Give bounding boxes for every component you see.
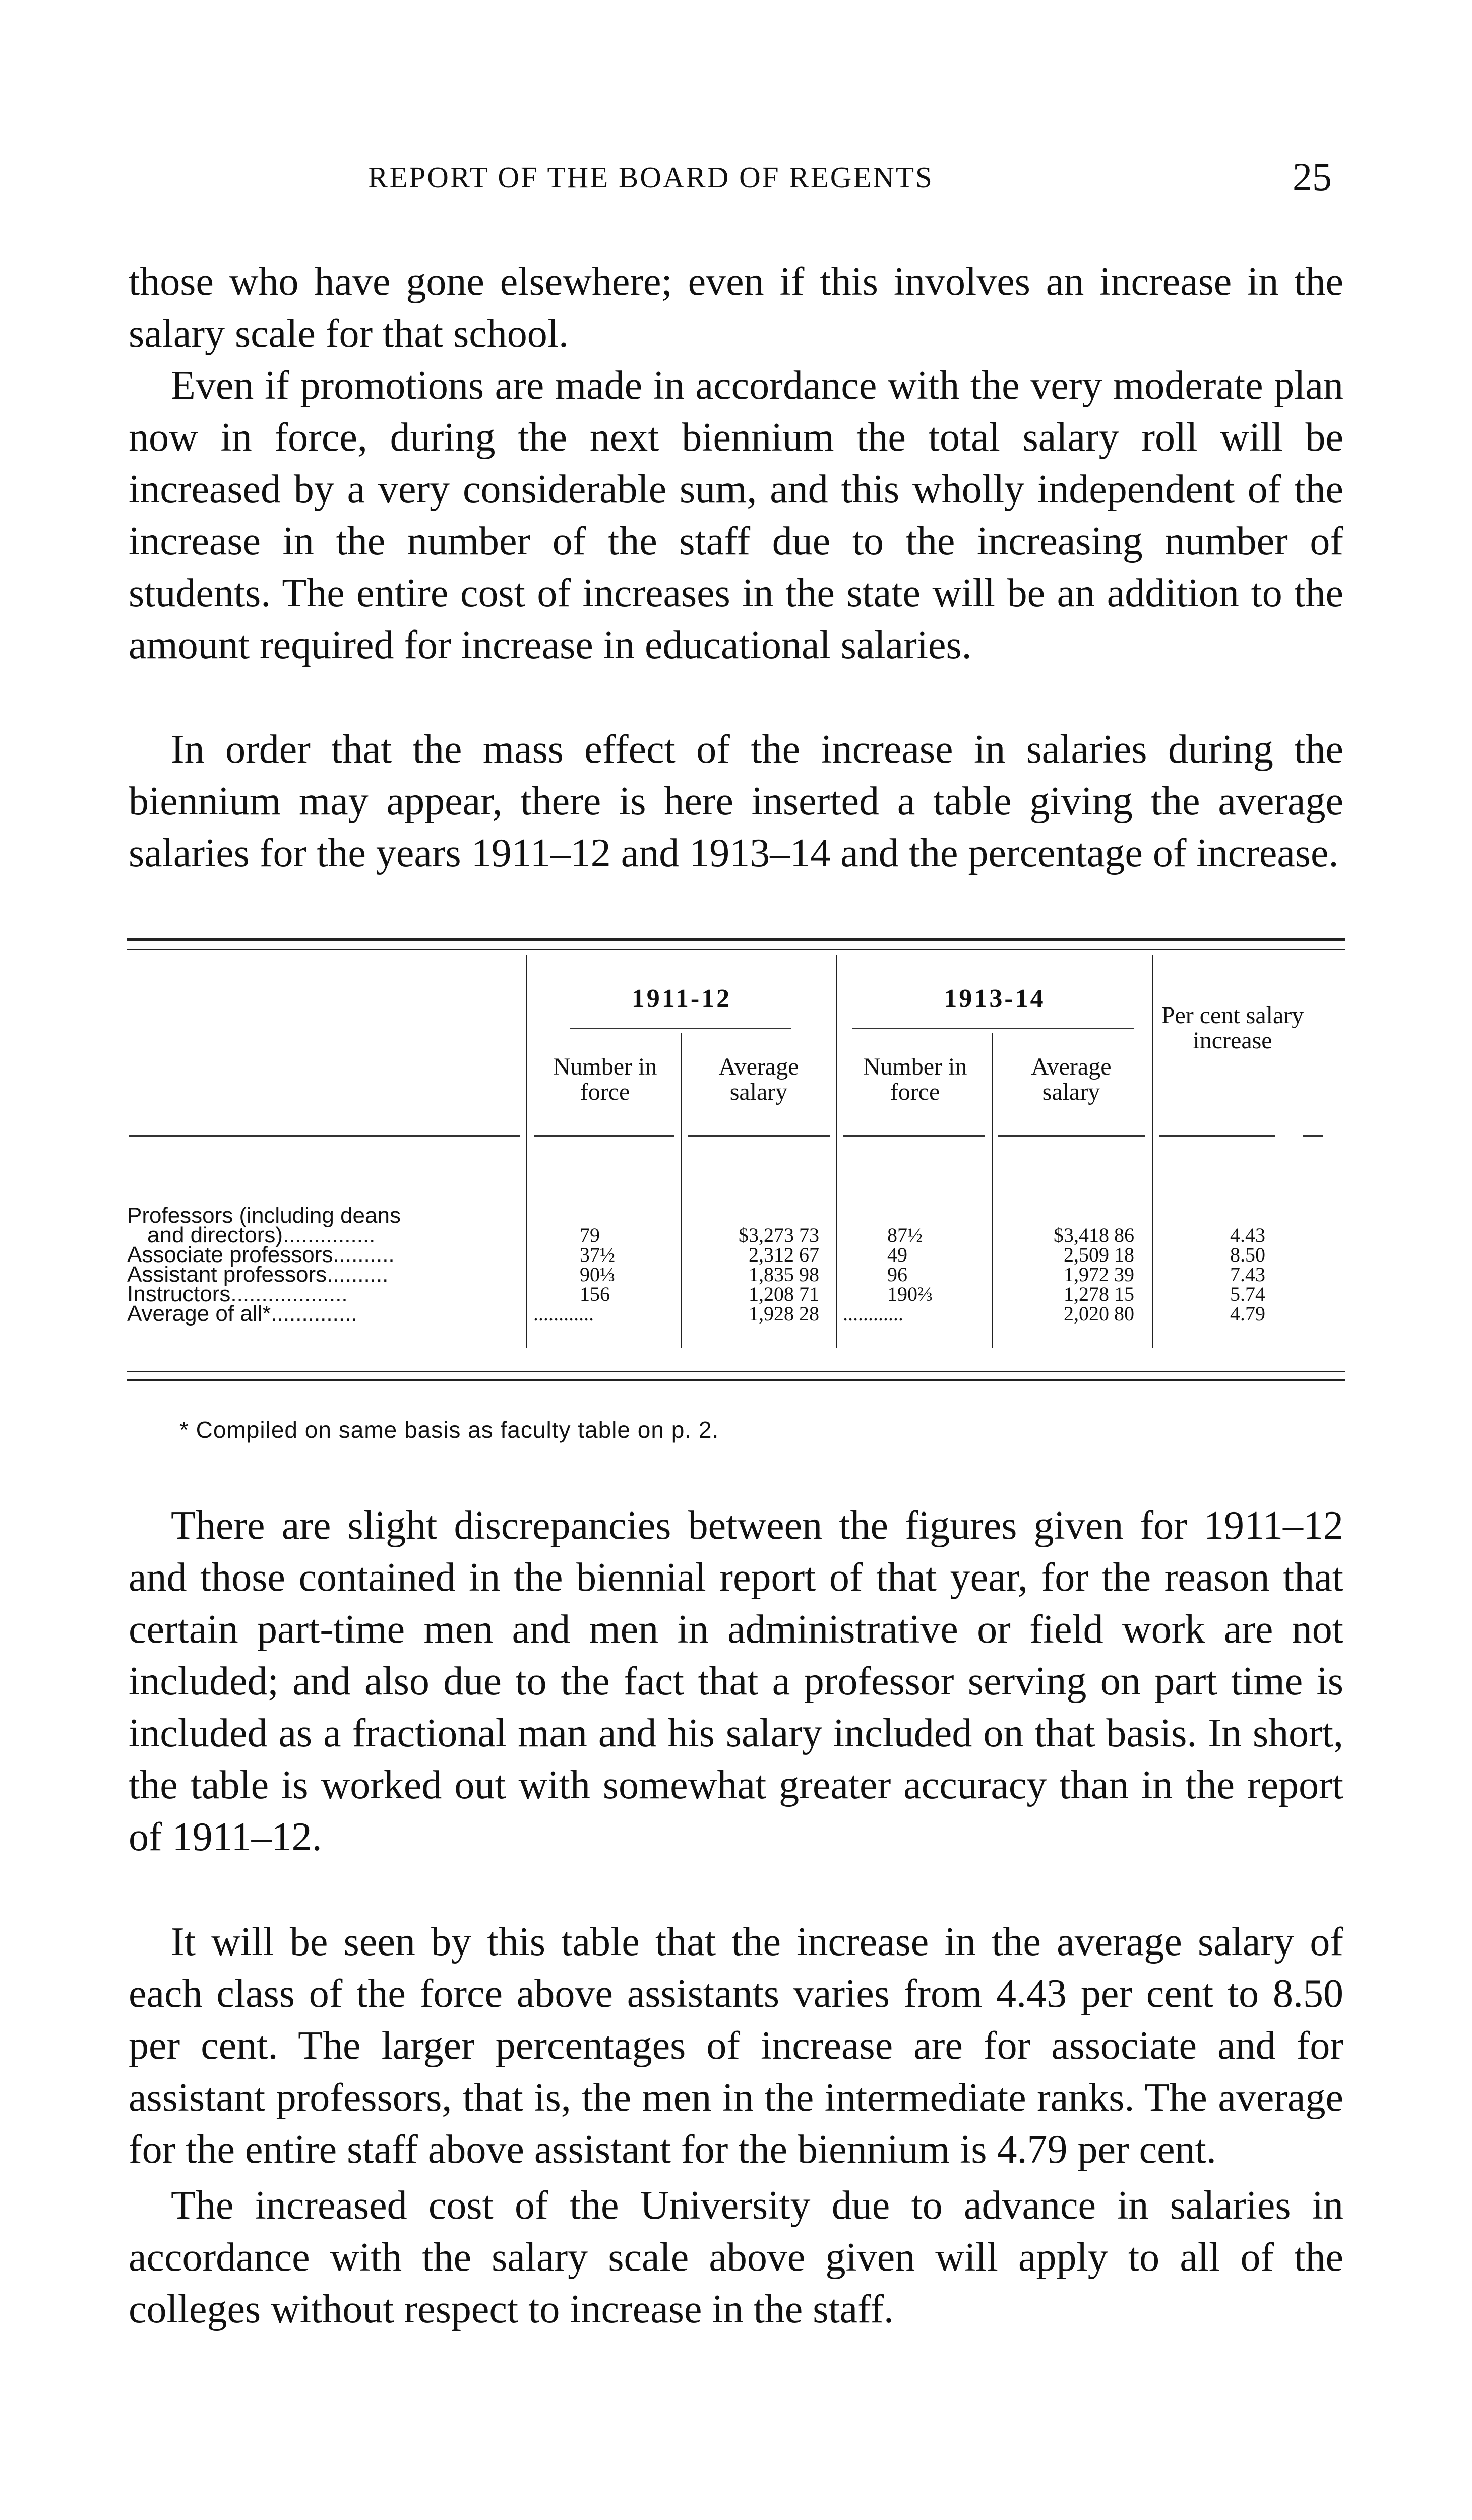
table-divider	[681, 1033, 682, 1348]
cell-pct-average: 4.79	[1230, 1302, 1265, 1325]
cell-pct-assistant: 7.43	[1230, 1263, 1265, 1286]
cell-s1911-average: 1,928 28	[749, 1302, 819, 1325]
header-bottom-rule	[534, 1135, 674, 1137]
period-header-1913: 1913-14	[944, 984, 1046, 1013]
cell-s1911-assistant: 1,835 98	[749, 1263, 819, 1286]
table-divider	[1152, 955, 1153, 1348]
cell-s1913-associate: 2,509 18	[1064, 1243, 1134, 1266]
cell-s1911-associate: 2,312 67	[749, 1243, 819, 1266]
period-underline	[852, 1028, 1134, 1029]
page-number: 25	[1293, 155, 1332, 199]
cell-n1911-associate: 37½	[580, 1243, 615, 1266]
table-bottom-rule-2	[127, 1379, 1345, 1381]
cell-pct-instructors: 5.74	[1230, 1283, 1265, 1305]
table-divider	[836, 955, 837, 1348]
cell-s1911-instructors: 1,208 71	[749, 1283, 819, 1305]
cell-n1911-average: ............	[533, 1302, 594, 1325]
running-header: REPORT OF THE BOARD OF REGENTS	[368, 161, 934, 194]
column-header-salary-1913: Average salary	[1031, 1053, 1112, 1105]
paragraph-6: The increased cost of the University due to advance in salaries in accordance with the salary scale above given will apply to all of the colleges without respect to increase in the staff.	[129, 2183, 1343, 2332]
header-bottom-rule	[1303, 1135, 1323, 1137]
header-bottom-rule	[688, 1135, 830, 1137]
cell-s1913-assistant: 1,972 39	[1064, 1263, 1134, 1286]
cell-n1911-assistant: 90⅓	[580, 1263, 615, 1286]
column-header-number-1913: Number in force	[863, 1053, 967, 1105]
table-top-rule	[127, 938, 1345, 941]
cell-n1913-professors: 87½	[887, 1224, 923, 1246]
cell-n1911-professors: 79	[580, 1224, 600, 1246]
row-label-average: Average of all*..............	[127, 1301, 357, 1326]
row-label-instructors: Instructors...................	[127, 1282, 348, 1306]
paragraph-1: those who have gone elsewhere; even if this involves an increase in the salary scale for that school.	[129, 260, 1343, 356]
period-header-1911: 1911-12	[631, 984, 732, 1013]
paragraph-2: Even if promotions are made in accordance with the very moderate plan now in force, during the next biennium the total salary roll will be increased by a very considerable sum, and this wholly independent of the increase in the number of the staff due to the increasing number of students. The entire cost of increases in the state will be an addition to the amount required for increase in educational salaries.	[129, 363, 1343, 667]
cell-n1911-instructors: 156	[580, 1283, 610, 1305]
header-bottom-rule	[843, 1135, 985, 1137]
paragraph-3: In order that the mass effect of the increase in salaries during the biennium may appear, there is here inserted a table giving the average salaries for the years 1911–12 and 1913–14 and the percentage of increase.	[129, 727, 1343, 875]
cell-n1913-associate: 49	[887, 1243, 907, 1266]
table-divider	[992, 1033, 993, 1348]
header-bottom-rule	[998, 1135, 1145, 1137]
row-label-associate: Associate professors..........	[127, 1242, 395, 1267]
cell-n1913-instructors: 190⅔	[887, 1283, 933, 1305]
cell-n1913-average: ............	[843, 1302, 903, 1325]
column-header-salary-1911: Average salary	[718, 1053, 799, 1105]
header-bottom-rule	[129, 1135, 520, 1137]
paragraph-5: It will be seen by this table that the increase in the average salary of each class of the force above assistants varies from 4.43 per cent to 8.50 per cent. The larger percentages of increase are for associate and for assistant professors, that is, the men in the intermediate ranks. The average for the entire staff above assistant for the biennium is 4.79 per cent.	[129, 1920, 1343, 2172]
cell-s1913-professors: $3,418 86	[1054, 1224, 1134, 1246]
cell-pct-associate: 8.50	[1230, 1243, 1265, 1266]
row-label-professors: Professors (including deans	[127, 1203, 401, 1228]
cell-s1913-average: 2,020 80	[1064, 1302, 1134, 1325]
period-underline	[570, 1028, 791, 1029]
cell-pct-professors: 4.43	[1230, 1224, 1265, 1246]
column-header-number-1911: Number in force	[553, 1053, 657, 1105]
table-top-rule-2	[127, 949, 1345, 950]
column-header-percent-increase: Per cent salary increase	[1161, 1002, 1304, 1054]
row-label-professors-cont: and directors)...............	[147, 1223, 376, 1247]
row-label-assistant: Assistant professors..........	[127, 1262, 389, 1287]
paragraph-4: There are slight discrepancies between the figures given for 1911–12 and those contained in the biennial report of that year, for the reason that certain part-time men and men in administrative or field work are not included; and also due to the fact that a professor serving on part time is included as a fractional man and his salary included on that basis. In short, the table is worked out with somewhat greater accuracy than in the report of 1911–12.	[129, 1503, 1343, 1859]
cell-s1911-professors: $3,273 73	[739, 1224, 819, 1246]
header-bottom-rule	[1159, 1135, 1275, 1137]
cell-s1913-instructors: 1,278 15	[1064, 1283, 1134, 1305]
table-bottom-rule	[127, 1371, 1345, 1372]
table-footnote: * Compiled on same basis as faculty table on p. 2.	[179, 1417, 719, 1443]
table-divider	[526, 955, 527, 1348]
cell-n1913-assistant: 96	[887, 1263, 907, 1286]
